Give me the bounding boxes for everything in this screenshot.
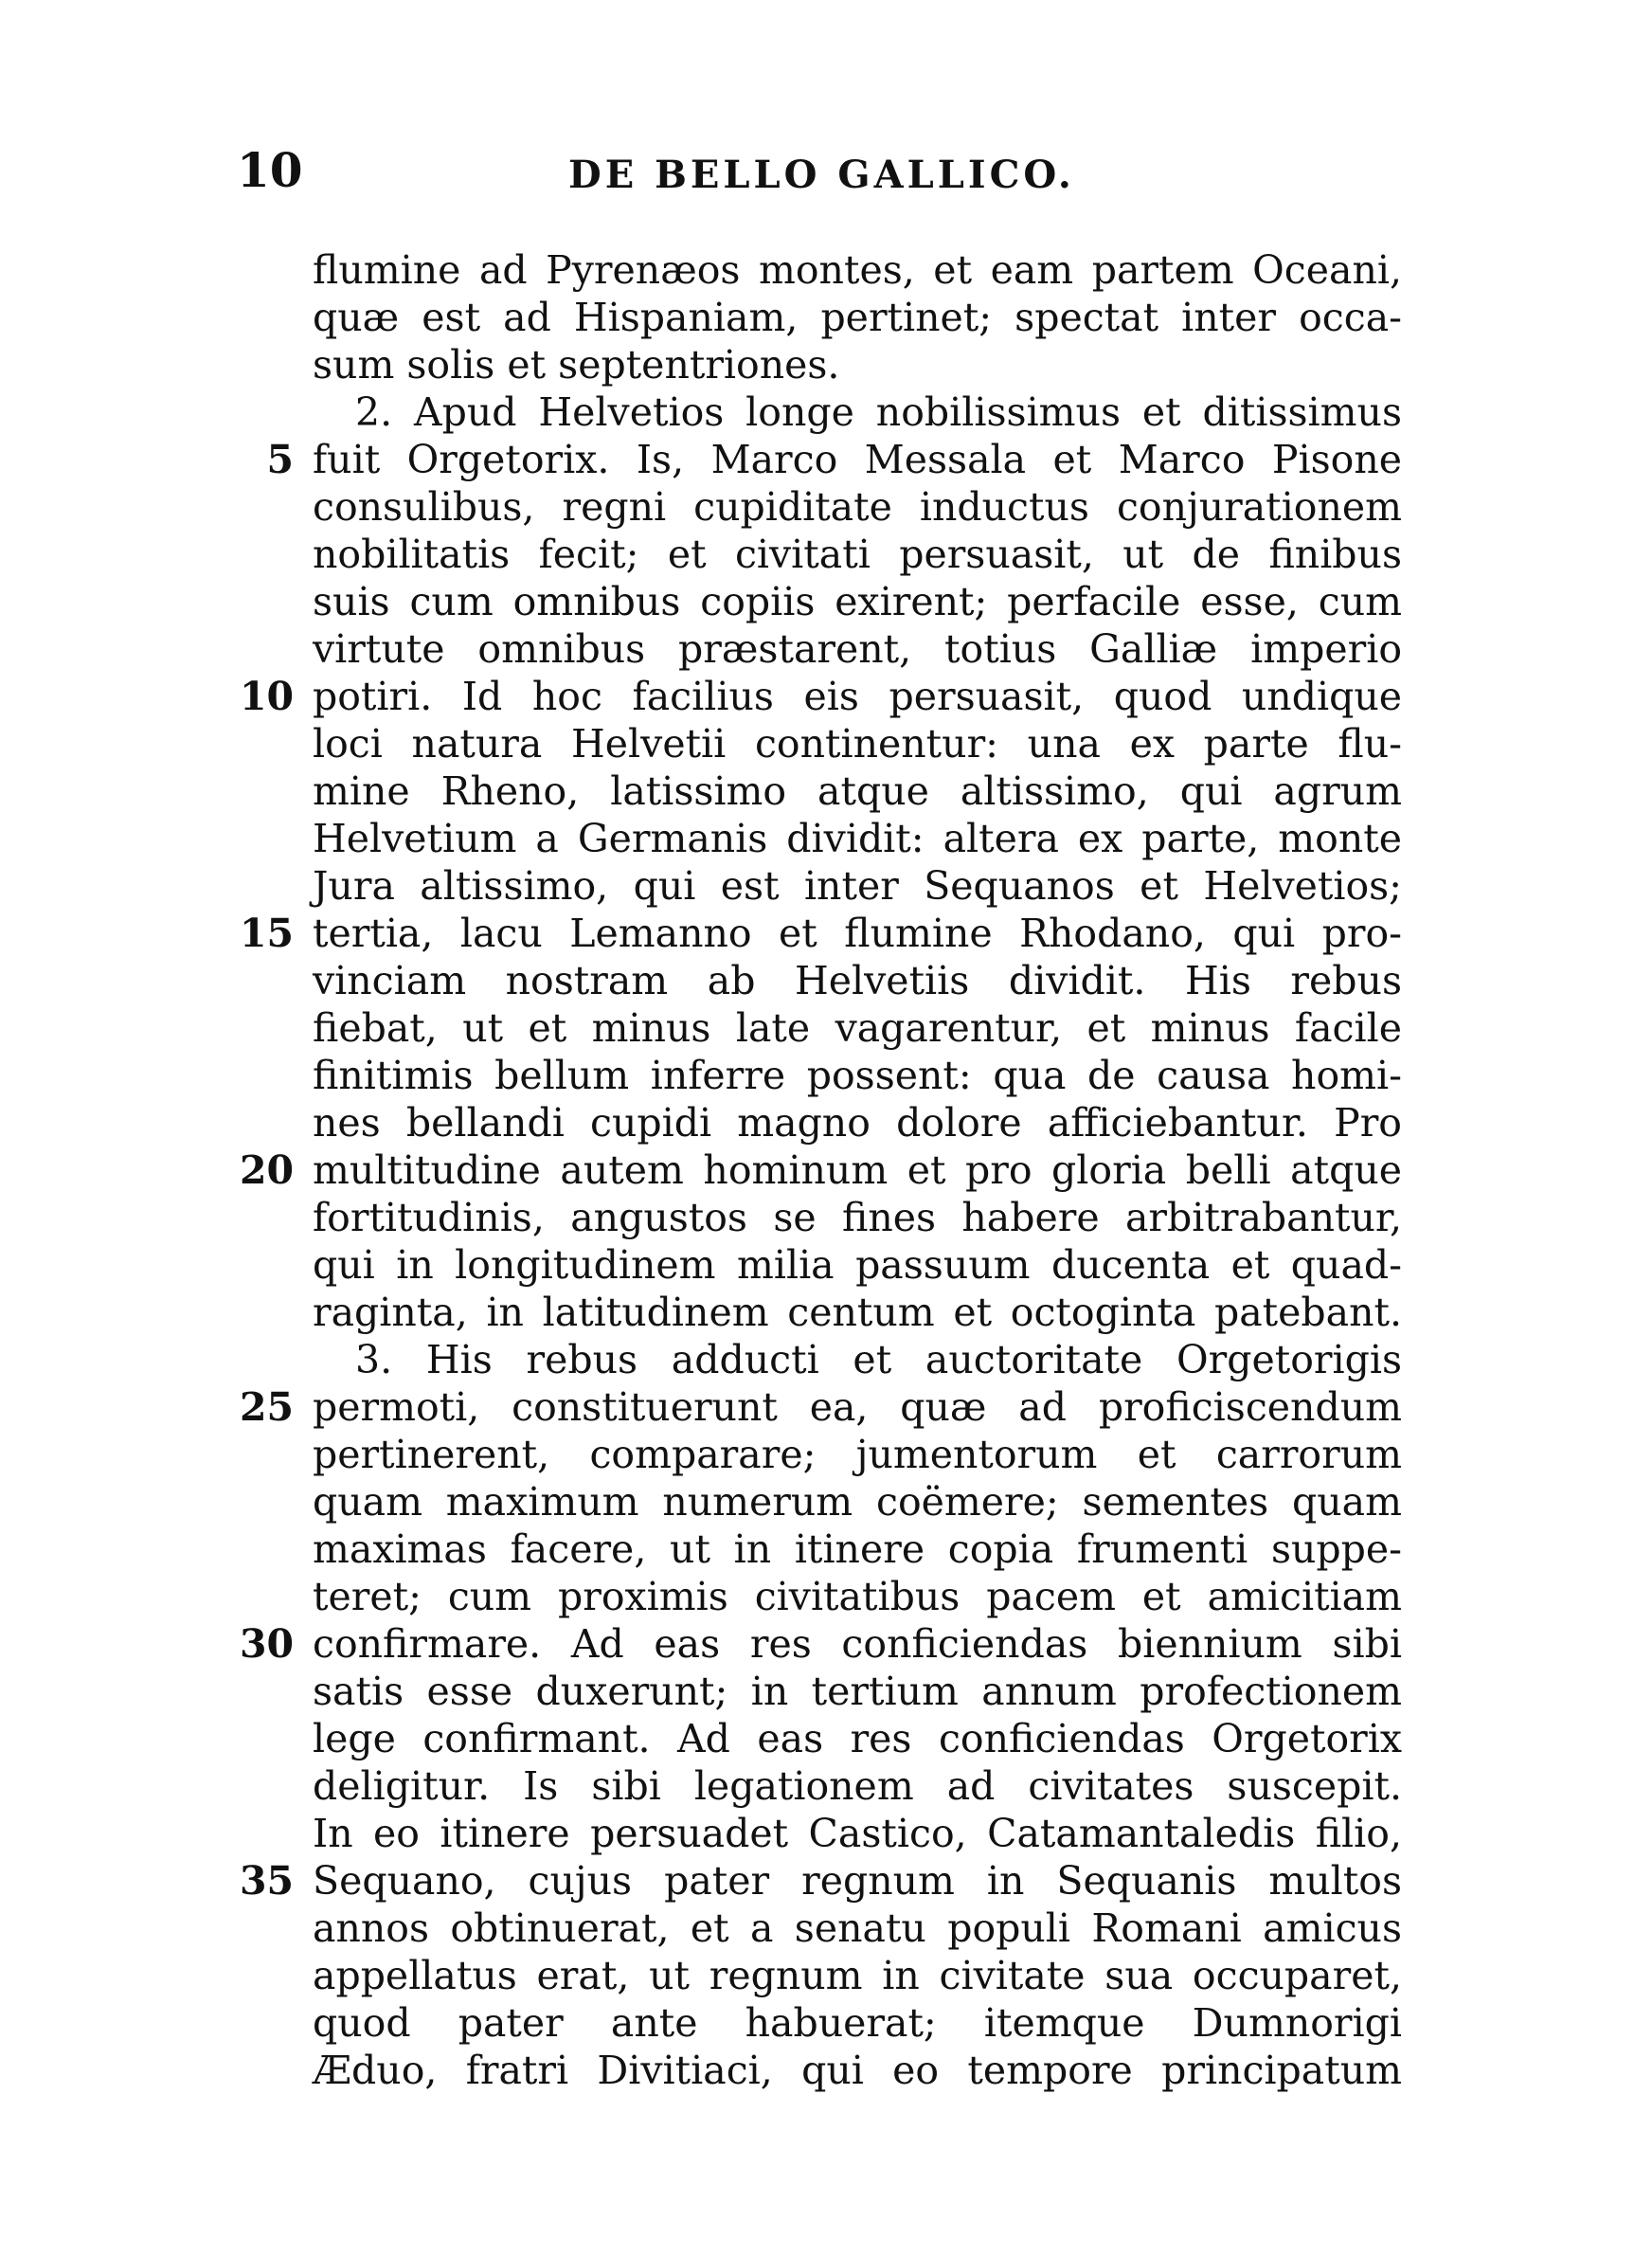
- text-line: [313, 1526, 1402, 1573]
- line-text: quod pater ante habuerat; itemque Dumnorigi: [313, 2000, 1402, 2046]
- line-number: 20: [239, 1147, 294, 1193]
- text-line: [313, 815, 1402, 862]
- line-text: sum solis et septentriones.: [313, 342, 840, 388]
- line-number: 35: [239, 1858, 294, 1904]
- text-line: [313, 1431, 1402, 1478]
- line-text: 3. His rebus adducti et auctoritate Orgetorigis: [355, 1337, 1402, 1382]
- line-text: finitimis bellum inferre possent: qua de causa homi-: [313, 1053, 1402, 1098]
- line-text: satis esse duxerunt; in tertium annum profectionem: [313, 1669, 1402, 1714]
- text-line: [313, 1194, 1402, 1241]
- line-text: flumine ad Pyrenæos montes, et eam partem Oceani,: [313, 247, 1402, 293]
- line-text: teret; cum proximis civitatibus pacem et amicitiam: [313, 1574, 1402, 1619]
- text-line: [313, 388, 1402, 436]
- page-number: 10: [237, 142, 303, 198]
- line-number: 30: [239, 1621, 294, 1667]
- line-text: qui in longitudinem milia passuum ducenta et quad-: [313, 1242, 1402, 1288]
- line-text: pertinerent, comparare; jumentorum et carrorum: [313, 1432, 1402, 1477]
- line-text: confirmare. Ad eas res conficiendas biennium sibi: [313, 1621, 1402, 1667]
- text-line: [313, 1810, 1402, 1857]
- text-line: [313, 957, 1402, 1004]
- line-text: raginta, in latitudinem centum et octoginta patebant.: [313, 1290, 1402, 1335]
- line-text: Helvetium a Germanis dividit: altera ex parte, monte: [313, 816, 1402, 861]
- text-line: [313, 1336, 1402, 1383]
- text-line: [313, 2047, 1402, 2094]
- line-text: consulibus, regni cupiditate inductus conjurationem: [313, 484, 1402, 530]
- text-line: [313, 1999, 1402, 2047]
- line-text: Jura altissimo, qui est inter Sequanos et Helvetios;: [313, 863, 1402, 909]
- running-head: DE BELLO GALLICO.: [568, 153, 1075, 197]
- text-line: [313, 1052, 1402, 1099]
- line-text: virtute omnibus præstarent, totius Galliæ imperio: [313, 626, 1402, 672]
- line-number: 15: [239, 911, 294, 956]
- text-line: [239, 1857, 1402, 1905]
- text-line: [313, 720, 1402, 767]
- text-line: [313, 1099, 1402, 1147]
- line-text: nes bellandi cupidi magno dolore afficiebantur. Pro: [313, 1100, 1402, 1146]
- body-text: [239, 246, 1402, 2094]
- line-number: 10: [239, 674, 294, 719]
- text-line: [313, 1289, 1402, 1336]
- text-line: [266, 436, 1402, 483]
- text-line: [313, 1905, 1402, 1952]
- line-text: suis cum omnibus copiis exirent; perfacile esse, cum: [313, 579, 1402, 624]
- line-text: fuit Orgetorix. Is, Marco Messala et Marco Pisone: [313, 437, 1402, 482]
- text-line: [313, 862, 1402, 910]
- text-line: [239, 1620, 1402, 1668]
- line-text: appellatus erat, ut regnum in civitate sua occuparet,: [313, 1953, 1402, 1998]
- text-line: [313, 341, 1402, 388]
- line-text: lege confirmant. Ad eas res conficiendas Orgetorix: [313, 1716, 1402, 1761]
- text-line: [313, 1478, 1402, 1526]
- text-line: [239, 910, 1402, 957]
- line-text: tertia, lacu Lemanno et flumine Rhodano, qui pro-: [313, 911, 1402, 956]
- line-text: fiebat, ut et minus late vagarentur, et minus facile: [313, 1005, 1402, 1051]
- line-text: deligitur. Is sibi legationem ad civitates suscepit.: [313, 1763, 1402, 1809]
- text-line: [239, 673, 1402, 720]
- line-text: mine Rheno, latissimo atque altissimo, qui agrum: [313, 768, 1402, 814]
- text-line: [313, 1952, 1402, 1999]
- line-text: Sequano, cujus pater regnum in Sequanis multos: [313, 1858, 1402, 1904]
- text-line: [313, 1573, 1402, 1620]
- line-text: In eo itinere persuadet Castico, Catamantaledis filio,: [313, 1811, 1402, 1856]
- text-line: [313, 531, 1402, 578]
- text-line: [239, 1383, 1402, 1431]
- text-line: [313, 294, 1402, 341]
- line-text: quæ est ad Hispaniam, pertinet; spectat inter occa-: [313, 295, 1402, 340]
- line-text: fortitudinis, angustos se fines habere arbitrabantur,: [313, 1195, 1402, 1240]
- text-line: [313, 767, 1402, 815]
- line-text: quam maximum numerum coëmere; sementes quam: [313, 1479, 1402, 1525]
- line-text: potiri. Id hoc facilius eis persuasit, quod undique: [313, 674, 1402, 719]
- text-line: [313, 1241, 1402, 1289]
- line-number: 5: [266, 437, 294, 482]
- line-text: permoti, constituerunt ea, quæ ad proficiscendum: [313, 1384, 1402, 1430]
- line-text: Æduo, fratri Divitiaci, qui eo tempore principatum: [313, 2048, 1402, 2093]
- text-line: [313, 1762, 1402, 1810]
- line-text: maximas facere, ut in itinere copia frumenti suppe-: [313, 1526, 1402, 1572]
- text-line: [313, 1004, 1402, 1052]
- line-text: multitudine autem hominum et pro gloria belli atque: [313, 1147, 1402, 1193]
- text-line: [313, 1715, 1402, 1762]
- text-line: [313, 578, 1402, 625]
- line-text: nobilitatis fecit; et civitati persuasit, ut de finibus: [313, 532, 1402, 577]
- line-text: loci natura Helvetii continentur: una ex parte flu-: [313, 721, 1402, 767]
- line-text: annos obtinuerat, et a senatu populi Romani amicus: [313, 1905, 1402, 1951]
- text-line: [313, 1668, 1402, 1715]
- line-text: 2. Apud Helvetios longe nobilissimus et ditissimus: [355, 389, 1402, 435]
- text-line: [313, 483, 1402, 531]
- text-line: [313, 625, 1402, 673]
- line-text: vinciam nostram ab Helvetiis dividit. His rebus: [313, 958, 1402, 1003]
- text-line: [313, 246, 1402, 294]
- line-number: 25: [239, 1384, 294, 1430]
- text-line: [239, 1147, 1402, 1194]
